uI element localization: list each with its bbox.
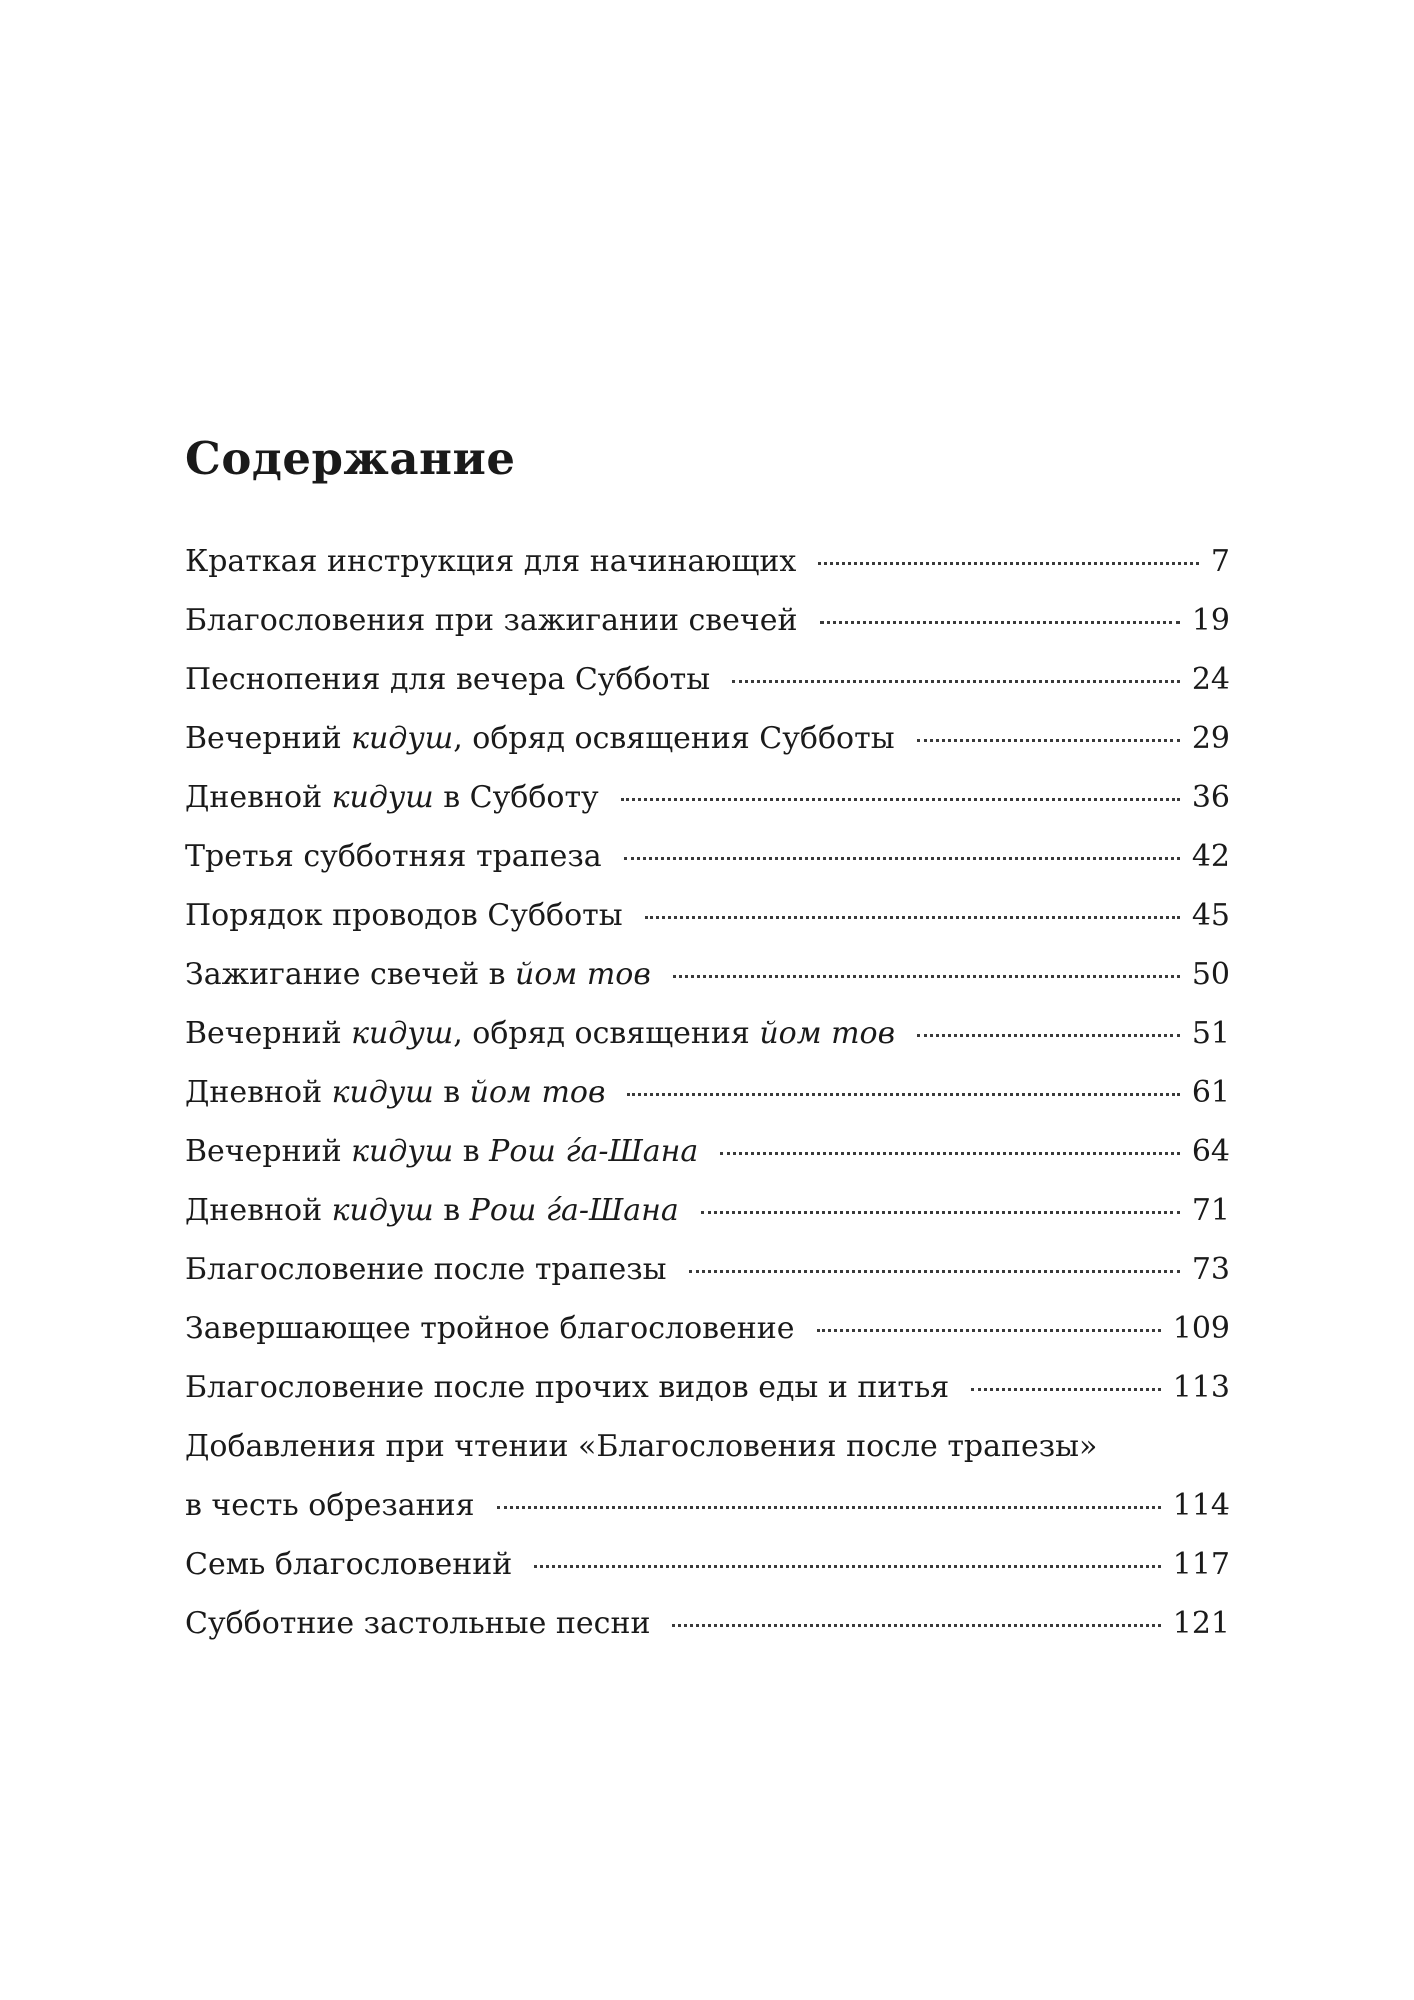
toc-entry-line [185, 1240, 1230, 1299]
toc-entry-line [185, 532, 1230, 591]
toc-entry [185, 709, 1230, 768]
toc-entry-page-number: 42 [1191, 839, 1230, 874]
toc-entry-title [185, 886, 623, 945]
toc-entry-title [185, 945, 651, 1004]
toc-entry-title [185, 1122, 698, 1181]
toc-entry-title [185, 1358, 949, 1417]
toc-entry-line [185, 1181, 1230, 1240]
toc-entry-line [185, 1122, 1230, 1181]
toc-entry [185, 1299, 1230, 1358]
toc-entry [185, 1122, 1230, 1181]
page-title: Содержание [185, 432, 516, 485]
toc-entry-line [185, 1594, 1230, 1653]
toc-entry-line [185, 1535, 1230, 1594]
dot-leader [818, 562, 1199, 565]
toc-entry-title-first-line: Добавления при чтении «Благословения после трапезы» [185, 1429, 1098, 1464]
toc-entry-title-italic: кидуш [331, 780, 434, 815]
toc-entry-title-segment: в [453, 1134, 490, 1169]
toc-entry-page-number: 36 [1191, 780, 1230, 815]
toc-entry-title-italic: кидуш [351, 1134, 454, 1169]
toc-entry-page-number: 29 [1191, 721, 1230, 756]
toc-entry-line [185, 827, 1230, 886]
toc-entry-title [185, 532, 796, 591]
toc-entry [185, 1358, 1230, 1417]
toc-entry-page-number: 24 [1191, 662, 1230, 697]
toc-entry [185, 886, 1230, 945]
toc-entry-title-italic: Рош ѓа-Шана [469, 1193, 679, 1228]
toc-entry-line [185, 1063, 1230, 1122]
toc-entry-title [185, 1004, 895, 1063]
toc-entry [185, 945, 1230, 1004]
toc-entry-line [185, 768, 1230, 827]
dot-leader [971, 1388, 1161, 1391]
toc-entry-line [185, 591, 1230, 650]
toc-entry [185, 1594, 1230, 1653]
toc-entry-title-italic: йом тов [759, 1016, 896, 1051]
table-of-contents [185, 532, 1230, 1653]
dot-leader [621, 798, 1180, 801]
toc-entry-line [185, 945, 1230, 1004]
toc-entry-title-italic: йом тов [515, 957, 651, 992]
toc-entry-page-number: 45 [1191, 898, 1230, 933]
toc-entry-line [185, 886, 1230, 945]
toc-entry-title-segment: Дневной [185, 780, 332, 815]
toc-entry-page-number: 73 [1191, 1252, 1230, 1287]
toc-entry-title-segment: Благословения при зажигании свечей [185, 603, 798, 638]
toc-entry-title-italic: йом тов [469, 1075, 606, 1110]
toc-entry [185, 591, 1230, 650]
toc-entry-title [185, 1535, 512, 1594]
toc-entry [185, 1063, 1230, 1122]
toc-entry-line [185, 1476, 1230, 1535]
toc-entry-title-segment: в честь обрезания [185, 1488, 475, 1523]
toc-entry [185, 532, 1230, 591]
toc-entry-page-number: 61 [1191, 1075, 1230, 1110]
toc-entry-page-number: 19 [1191, 603, 1230, 638]
dot-leader [817, 1329, 1161, 1332]
toc-entry-title [185, 768, 599, 827]
dot-leader [917, 739, 1180, 742]
dot-leader [673, 975, 1180, 978]
dot-leader [624, 857, 1180, 860]
toc-entry-title [185, 1299, 795, 1358]
dot-leader [645, 916, 1180, 919]
dot-leader [627, 1093, 1179, 1096]
toc-entry-title-segment: Песнопения для вечера Субботы [185, 662, 711, 697]
toc-entry-title [185, 827, 602, 886]
toc-entry-page-number: 114 [1172, 1488, 1230, 1523]
toc-entry-title-segment: в [433, 1193, 470, 1228]
dot-leader [689, 1270, 1180, 1273]
toc-entry-page-number: 64 [1191, 1134, 1230, 1169]
toc-entry-title-italic: Рош ѓа-Шана [489, 1134, 699, 1169]
toc-entry-title [185, 1594, 650, 1653]
toc-entry [185, 1240, 1230, 1299]
toc-entry-title-segment: Семь благословений [185, 1547, 513, 1582]
dot-leader [820, 621, 1180, 624]
toc-entry-title-segment: Зажигание свечей в [185, 957, 516, 992]
toc-entry-title-italic: кидуш [331, 1193, 434, 1228]
toc-entry-page-number: 117 [1172, 1547, 1230, 1582]
toc-entry-title [185, 709, 895, 768]
toc-entry-title-italic: кидуш [351, 1016, 454, 1051]
toc-entry-title-segment: , обряд освящения Субботы [453, 721, 895, 756]
dot-leader [534, 1565, 1160, 1568]
toc-entry [185, 1004, 1230, 1063]
toc-entry-page-number: 113 [1172, 1370, 1230, 1405]
toc-entry-title-segment: Субботние застольные песни [185, 1606, 651, 1641]
toc-entry-page-number: 7 [1210, 544, 1230, 579]
toc-entry-title-segment: Вечерний [185, 1016, 352, 1051]
toc-entry-title-segment: в Субботу [433, 780, 599, 815]
toc-entry [185, 1417, 1230, 1535]
dot-leader [672, 1624, 1160, 1627]
toc-entry-title [185, 1063, 605, 1122]
toc-entry-page-number: 121 [1172, 1606, 1230, 1641]
toc-entry [185, 1535, 1230, 1594]
toc-entry-title-segment: Благословение после прочих видов еды и питья [185, 1370, 950, 1405]
toc-entry-page-number: 51 [1191, 1016, 1230, 1051]
toc-entry-line [185, 1299, 1230, 1358]
toc-entry [185, 650, 1230, 709]
toc-entry-line [185, 650, 1230, 709]
toc-entry [185, 768, 1230, 827]
toc-entry-title-segment: Дневной [185, 1075, 332, 1110]
toc-entry-title-segment: , обряд освящения [453, 1016, 760, 1051]
toc-entry-title-segment: Благословение после трапезы [185, 1252, 667, 1287]
dot-leader [701, 1211, 1180, 1214]
toc-entry-title-italic: кидуш [351, 721, 454, 756]
toc-entry-title-segment: Завершающее тройное благословение [185, 1311, 795, 1346]
toc-entry-line [185, 1358, 1230, 1417]
toc-entry-title [185, 591, 798, 650]
toc-entry-title-segment: Третья субботняя трапеза [185, 839, 602, 874]
dot-leader [497, 1506, 1161, 1509]
toc-entry-title [185, 650, 710, 709]
dot-leader [720, 1152, 1179, 1155]
toc-entry-page-number: 50 [1191, 957, 1230, 992]
toc-entry-title [185, 1476, 475, 1535]
toc-entry-page-number: 71 [1191, 1193, 1230, 1228]
toc-entry [185, 827, 1230, 886]
toc-entry-title-segment: Вечерний [185, 721, 352, 756]
dot-leader [917, 1034, 1180, 1037]
toc-entry-title-segment: Вечерний [185, 1134, 352, 1169]
toc-entry-title-italic: кидуш [331, 1075, 434, 1110]
toc-entry-title [185, 1181, 679, 1240]
toc-entry-line [185, 1004, 1230, 1063]
dot-leader [732, 680, 1180, 683]
toc-entry [185, 1181, 1230, 1240]
toc-entry-title-segment: Порядок проводов Субботы [185, 898, 623, 933]
toc-entry-page-number: 109 [1172, 1311, 1230, 1346]
toc-entry-title-segment: Дневной [185, 1193, 332, 1228]
toc-entry-title-segment: Краткая инструкция для начинающих [185, 544, 797, 579]
toc-entry-line [185, 709, 1230, 768]
toc-entry-title-segment: в [433, 1075, 470, 1110]
toc-entry-title [185, 1240, 667, 1299]
